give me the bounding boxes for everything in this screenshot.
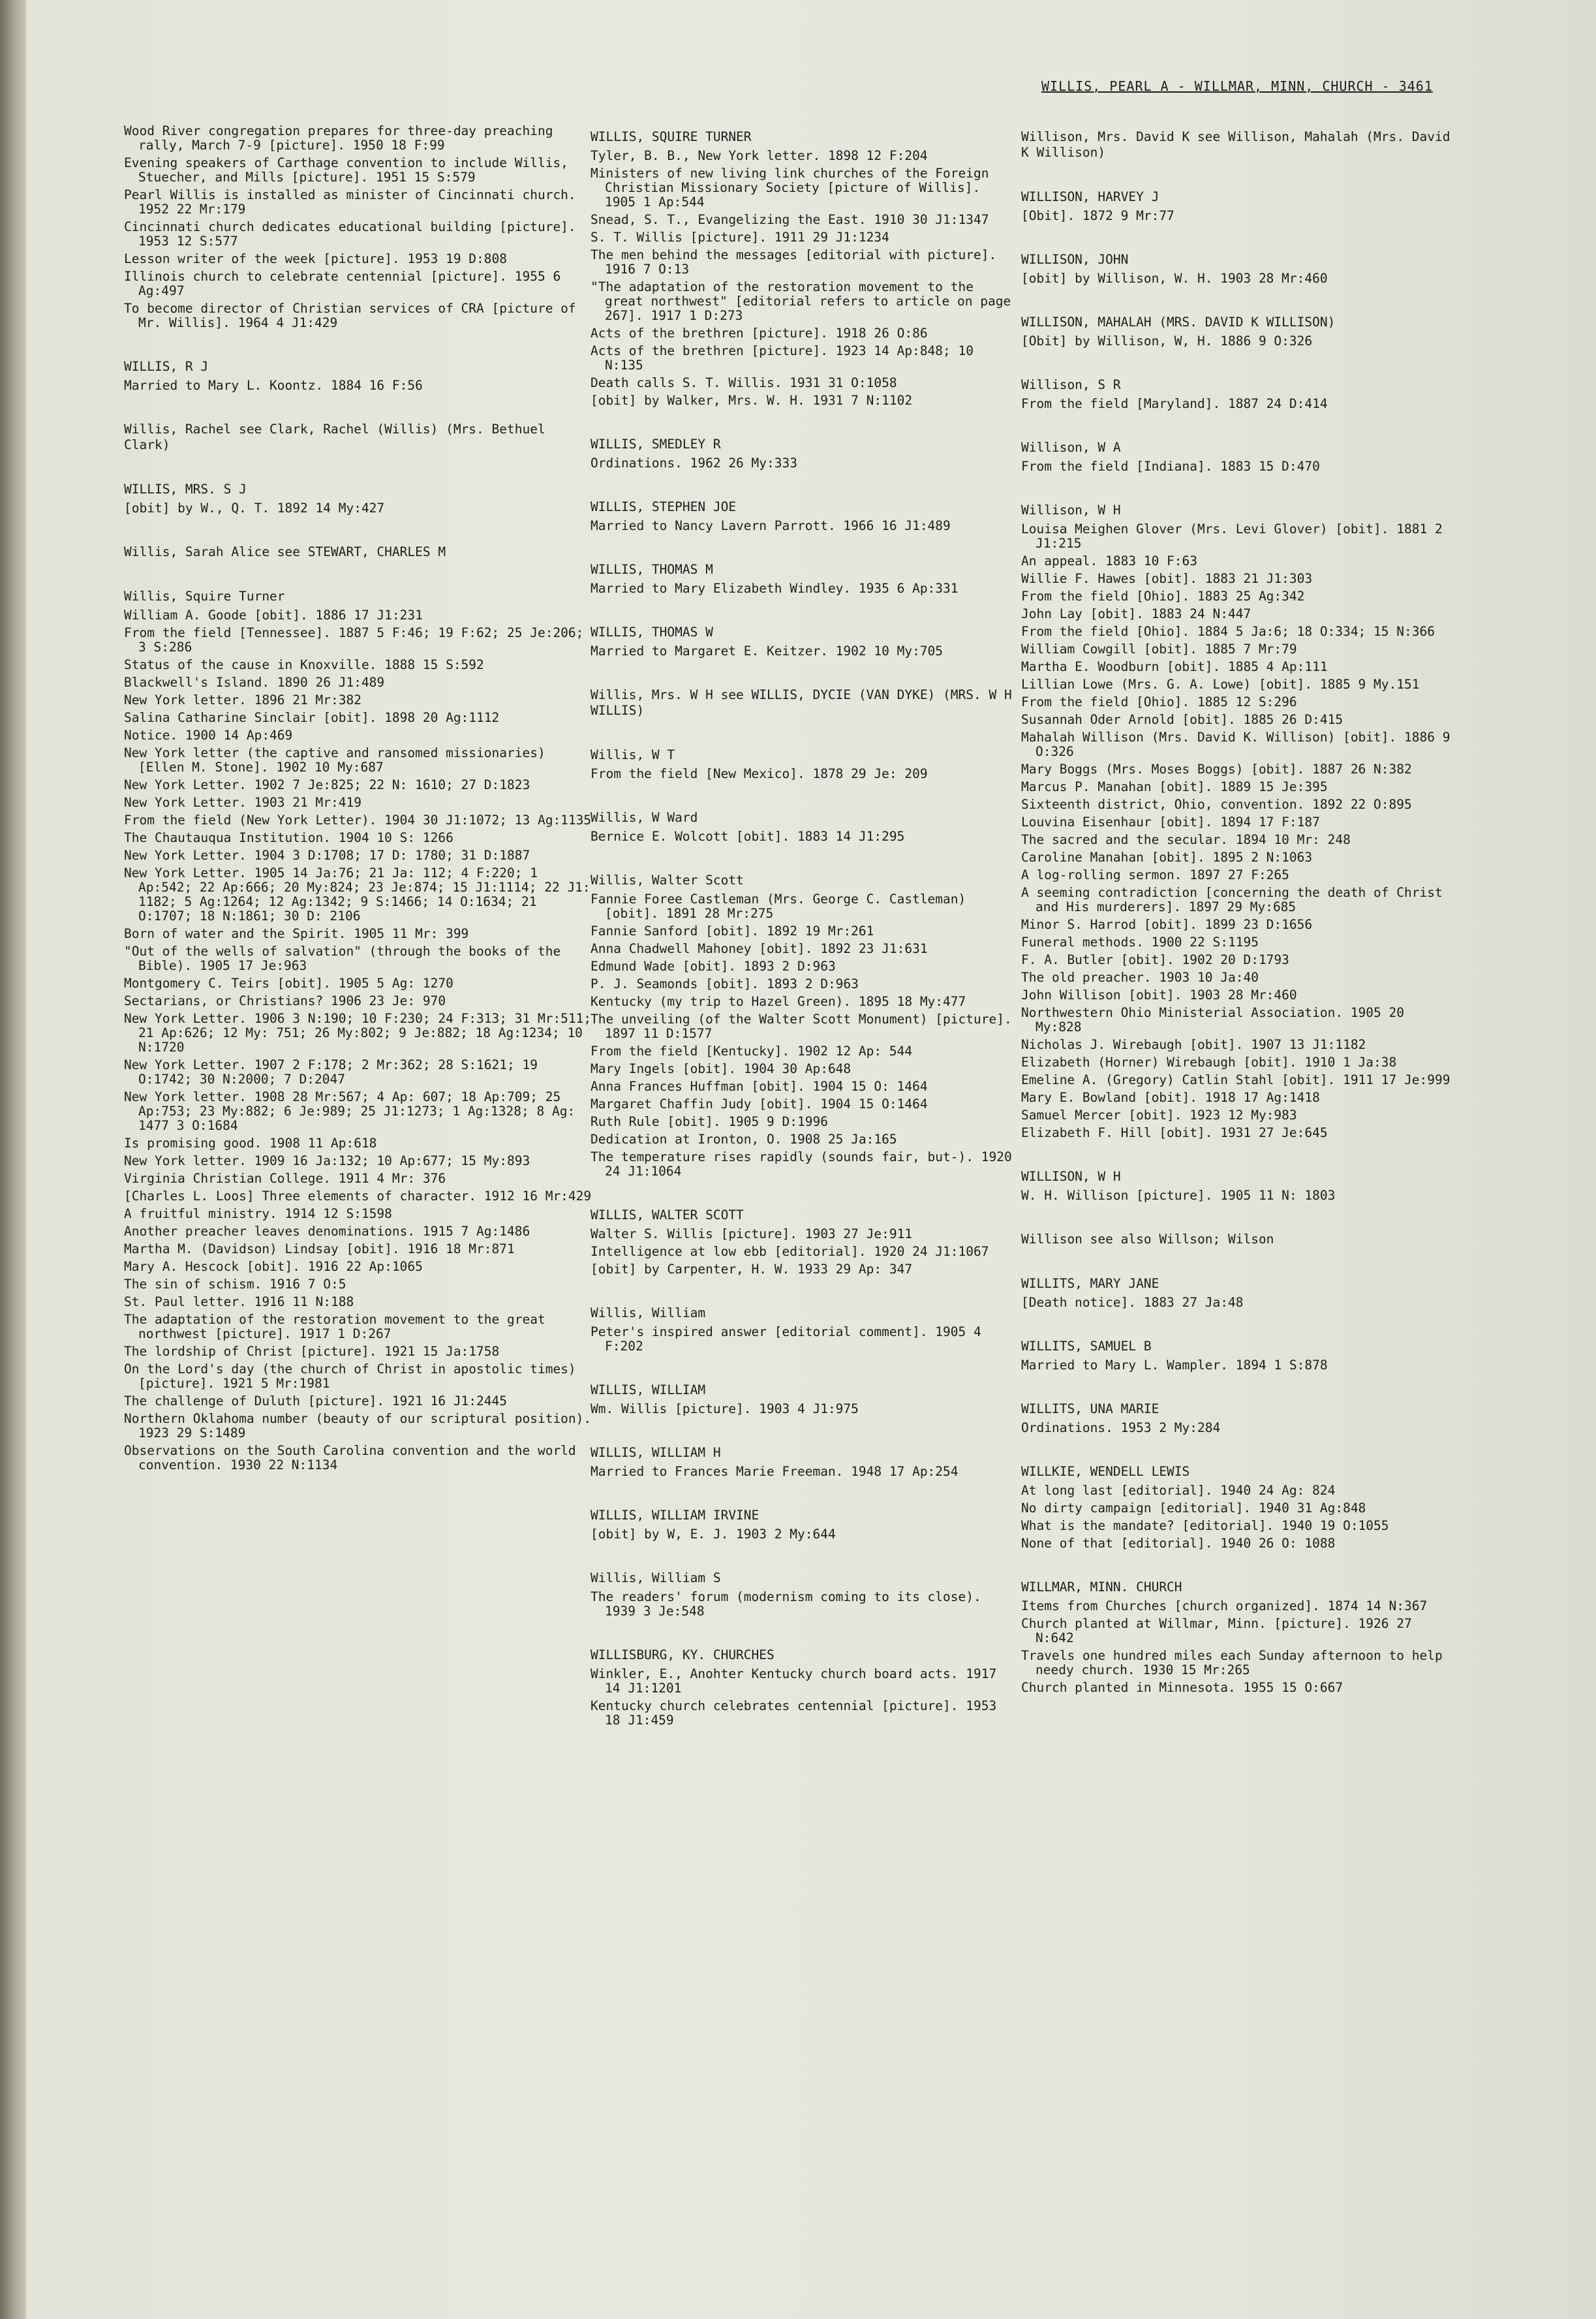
index-entry: Anna Chadwell Mahoney [obit]. 1892 23 J1:631 — [591, 941, 928, 956]
index-entry: What is the mandate? [editorial]. 1940 19 O:1055 — [1021, 1518, 1389, 1533]
index-entry: Martha E. Woodburn [obit]. 1885 4 Ap:111 — [1021, 659, 1328, 674]
index-entry: Edmund Wade [obit]. 1893 2 D:963 — [591, 959, 836, 974]
index-entry: The challenge of Duluth [picture]. 1921 16 J1:2445 — [124, 1393, 507, 1409]
index-entry: Ministers of new living link churches of the Foreign Christian Missionary Society [picture of Willis]. 1905 1 Ap:544 — [591, 166, 989, 210]
index-heading: WILLISON, MAHALAH (MRS. DAVID K WILLISON) — [1021, 315, 1336, 330]
index-entry: On the Lord's day (the church of Christ in apostolic times) [picture]. 1921 5 Mr:1981 — [124, 1362, 576, 1391]
index-entry: Tyler, B. B., New York letter. 1898 12 F:204 — [591, 148, 928, 163]
index-entry: Cincinnati church dedicates educational building [picture]. 1953 12 S:577 — [124, 219, 576, 249]
index-entry: New York Letter. 1907 2 F:178; 2 Mr:362; 28 S:1621; 19 O:1742; 30 N:2000; 7 D:2047 — [124, 1057, 538, 1087]
index-entry: An appeal. 1883 10 F:63 — [1021, 553, 1198, 568]
index-entry: The men behind the messages [editorial with picture]. 1916 7 O:13 — [591, 247, 997, 277]
index-entry: Virginia Christian College. 1911 4 Mr: 376 — [124, 1171, 446, 1186]
index-entry: Acts of the brethren [picture]. 1923 14 Ap:848; 10 N:135 — [591, 343, 974, 373]
index-heading: WILLIS, SQUIRE TURNER — [591, 129, 752, 144]
index-entry: Peter's inspired answer [editorial comment]. 1905 4 F:202 — [591, 1324, 981, 1354]
index-heading: WILLMAR, MINN. CHURCH — [1021, 1580, 1182, 1595]
index-entry: [obit] by W, E. J. 1903 2 My:644 — [591, 1527, 836, 1542]
index-entry: The adaptation of the restoration movement to the great northwest [picture]. 1917 1 D:267 — [124, 1312, 545, 1341]
index-entry: Salina Catharine Sinclair [obit]. 1898 20 Ag:1112 — [124, 710, 500, 725]
index-entry: W. H. Willison [picture]. 1905 11 N: 1803 — [1021, 1188, 1336, 1203]
index-entry: None of that [editorial]. 1940 26 O: 1088 — [1021, 1536, 1336, 1551]
index-entry: Kentucky (my trip to Hazel Green). 1895 18 My:477 — [591, 994, 966, 1009]
index-entry: From the field [Maryland]. 1887 24 D:414 — [1021, 396, 1328, 411]
index-heading: Willis, Squire Turner — [124, 589, 285, 604]
index-heading: Willis, Walter Scott — [591, 873, 744, 888]
index-entry: "The adaptation of the restoration movement to the great northwest" [editorial refers to article on page 267]. 1917 1 D:273 — [591, 279, 1011, 323]
index-entry: Pearl Willis is installed as minister of Cincinnati church. 1952 22 Mr:179 — [124, 187, 576, 217]
index-entry: St. Paul letter. 1916 11 N:188 — [124, 1294, 354, 1309]
index-entry: New York Letter. 1905 14 Ja:76; 21 Ja: 112; 4 F:220; 1 Ap:542; 22 Ap:666; 20 My:824; 23 Je:874; 15 J1:1114; 22 J1: 1182; 5 Ag:1264; 12 Ag:1342; 9 S:1466; 14 O:1634; 21 O:1707; 18 N:1861; 30 D: 2106 — [124, 865, 591, 924]
index-entry: Walter S. Willis [picture]. 1903 27 Je:911 — [591, 1226, 913, 1241]
index-entry: The sacred and the secular. 1894 10 Mr: 248 — [1021, 832, 1351, 847]
index-entry: [obit] by Carpenter, H. W. 1933 29 Ap: 347 — [591, 1262, 913, 1277]
index-heading: WILLIS, THOMAS W — [591, 625, 713, 640]
index-entry: The lordship of Christ [picture]. 1921 15 Ja:1758 — [124, 1344, 500, 1359]
index-entry: William A. Goode [obit]. 1886 17 J1:231 — [124, 608, 423, 623]
index-entry: John Lay [obit]. 1883 24 N:447 — [1021, 606, 1251, 621]
index-entry: Kentucky church celebrates centennial [picture]. 1953 18 J1:459 — [591, 1698, 997, 1728]
index-entry: [obit] by W., Q. T. 1892 14 My:427 — [124, 501, 385, 516]
index-entry: A fruitful ministry. 1914 12 S:1598 — [124, 1206, 392, 1221]
index-entry: Items from Churches [church organized]. 1874 14 N:367 — [1021, 1598, 1428, 1613]
index-entry: Mary E. Bowland [obit]. 1918 17 Ag:1418 — [1021, 1090, 1320, 1105]
index-entry: From the field (New York Letter). 1904 30 J1:1072; 13 Ag:1135 — [124, 813, 592, 828]
index-column-left — [124, 124, 594, 1476]
index-entry: Death calls S. T. Willis. 1931 31 O:1058 — [591, 375, 897, 390]
index-entry: Martha M. (Davidson) Lindsay [obit]. 1916 18 Mr:871 — [124, 1241, 515, 1256]
index-entry: New York Letter. 1903 21 Mr:419 — [124, 795, 361, 810]
index-entry: Nicholas J. Wirebaugh [obit]. 1907 13 J1:1182 — [1021, 1037, 1366, 1052]
index-entry: [obit] by Walker, Mrs. W. H. 1931 7 N:1102 — [591, 393, 913, 408]
index-heading: Willison, S R — [1021, 377, 1121, 392]
index-entry: Illinois church to celebrate centennial [picture]. 1955 6 Ag:497 — [124, 269, 561, 298]
index-entry: Funeral methods. 1900 22 S:1195 — [1021, 935, 1259, 950]
index-heading: WILLITS, SAMUEL B — [1021, 1339, 1152, 1354]
index-entry: Bernice E. Wolcott [obit]. 1883 14 J1:295 — [591, 829, 905, 844]
index-entry: Evening speakers of Carthage convention to include Willis, Stuecher, and Mills [picture]. 1951 15 S:579 — [124, 155, 568, 185]
index-entry: Married to Mary L. Wampler. 1894 1 S:878 — [1021, 1358, 1328, 1373]
index-heading: WILLISON, W H — [1021, 1169, 1121, 1184]
index-heading: WILLITS, MARY JANE — [1021, 1276, 1159, 1291]
index-heading: WILLIS, SMEDLEY R — [591, 437, 721, 452]
index-entry: Lillian Lowe (Mrs. G. A. Lowe) [obit]. 1885 9 My.151 — [1021, 677, 1420, 692]
book-binding-edge — [0, 0, 26, 2319]
index-entry: New York Letter. 1904 3 D:1708; 17 D: 1780; 31 D:1887 — [124, 848, 530, 863]
index-entry: Another preacher leaves denominations. 1915 7 Ag:1486 — [124, 1224, 530, 1239]
index-entry: Snead, S. T., Evangelizing the East. 1910 30 J1:1347 — [591, 212, 989, 227]
index-entry: Elizabeth F. Hill [obit]. 1931 27 Je:645 — [1021, 1125, 1328, 1140]
index-entry: Marcus P. Manahan [obit]. 1889 15 Je:395 — [1021, 779, 1328, 794]
index-entry: [obit] by Willison, W. H. 1903 28 Mr:460 — [1021, 271, 1328, 286]
index-entry: Mary A. Hescock [obit]. 1916 22 Ap:1065 — [124, 1259, 423, 1274]
index-heading: WILLISBURG, KY. CHURCHES — [591, 1647, 775, 1662]
index-entry: John Willison [obit]. 1903 28 Mr:460 — [1021, 988, 1297, 1003]
index-entry: Northwestern Ohio Ministerial Association. 1905 20 My:828 — [1021, 1005, 1404, 1035]
index-entry: Louvina Eisenhaur [obit]. 1894 17 F:187 — [1021, 815, 1320, 830]
index-heading: WILLIS, WALTER SCOTT — [591, 1207, 744, 1222]
index-entry: Is promising good. 1908 11 Ap:618 — [124, 1136, 377, 1151]
index-entry: Married to Nancy Lavern Parrott. 1966 16 J1:489 — [591, 518, 951, 533]
index-entry: S. T. Willis [picture]. 1911 29 J1:1234 — [591, 230, 889, 245]
index-entry: Acts of the brethren [picture]. 1918 26 O:86 — [591, 326, 928, 341]
index-entry: Willie F. Hawes [obit]. 1883 21 J1:303 — [1021, 571, 1313, 586]
index-entry: Fannie Foree Castleman (Mrs. George C. Castleman) [obit]. 1891 28 Mr:275 — [591, 892, 966, 921]
index-heading: Willison see also Willson; Wilson — [1021, 1232, 1274, 1247]
index-heading: Willis, W T — [591, 747, 675, 762]
index-heading: Willis, William — [591, 1305, 706, 1320]
index-entry: Observations on the South Carolina convention and the world convention. 1930 22 N:1134 — [124, 1443, 576, 1472]
index-entry: From the field [Kentucky]. 1902 12 Ap: 544 — [591, 1044, 913, 1059]
index-entry: From the field [New Mexico]. 1878 29 Je: 209 — [591, 766, 928, 781]
index-entry: "Out of the wells of salvation" (through the books of the Bible). 1905 17 Je:963 — [124, 944, 561, 973]
index-entry: Mary Ingels [obit]. 1904 30 Ap:648 — [591, 1061, 852, 1076]
index-entry: [Death notice]. 1883 27 Ja:48 — [1021, 1295, 1244, 1310]
index-entry: Married to Frances Marie Freeman. 1948 17 Ap:254 — [591, 1464, 959, 1479]
index-entry: Louisa Meighen Glover (Mrs. Levi Glover) [obit]. 1881 2 J1:215 — [1021, 521, 1443, 551]
index-entry: From the field [Ohio]. 1884 5 Ja:6; 18 O:334; 15 N:366 — [1021, 624, 1435, 639]
index-entry: Northern Oklahoma number (beauty of our scriptural position). 1923 29 S:1489 — [124, 1411, 592, 1440]
index-entry: Caroline Manahan [obit]. 1895 2 N:1063 — [1021, 850, 1313, 865]
index-entry: Emeline A. (Gregory) Catlin Stahl [obit]. 1911 17 Je:999 — [1021, 1072, 1450, 1087]
index-entry: At long last [editorial]. 1940 24 Ag: 824 — [1021, 1483, 1336, 1498]
index-entry: New York letter. 1908 28 Mr:567; 4 Ap: 607; 18 Ap:709; 25 Ap:753; 23 My:882; 6 Je:989; 25 J1:1273; 1 Ag:1328; 8 Ag: 1477 3 O:1684 — [124, 1089, 575, 1133]
index-entry: [Obit] by Willison, W, H. 1886 9 O:326 — [1021, 334, 1313, 349]
index-entry: Married to Margaret E. Keitzer. 1902 10 My:705 — [591, 644, 944, 659]
index-entry: Fannie Sanford [obit]. 1892 19 Mr:261 — [591, 924, 874, 939]
index-entry: Anna Frances Huffman [obit]. 1904 15 O: 1464 — [591, 1079, 928, 1094]
index-entry: Intelligence at low ebb [editorial]. 1920 24 J1:1067 — [591, 1244, 989, 1259]
index-entry: Status of the cause in Knoxville. 1888 15 S:592 — [124, 657, 484, 672]
index-entry: From the field [Ohio]. 1883 25 Ag:342 — [1021, 589, 1305, 604]
index-entry: Minor S. Harrod [obit]. 1899 23 D:1656 — [1021, 917, 1313, 932]
index-heading: Willis, Mrs. W H see WILLIS, DYCIE (VAN DYKE) (MRS. W H WILLIS) — [591, 687, 1012, 718]
index-heading: Willis, William S — [591, 1570, 721, 1585]
index-heading: Willison, Mrs. David K see Willison, Mahalah (Mrs. David K Willison) — [1021, 129, 1450, 160]
index-entry: Ordinations. 1953 2 My:284 — [1021, 1420, 1221, 1435]
index-entry: New York Letter. 1902 7 Je:825; 22 N: 1610; 27 D:1823 — [124, 777, 530, 792]
index-entry: Church planted at Willmar, Minn. [picture]. 1926 27 N:642 — [1021, 1616, 1412, 1645]
index-heading: WILLIS, STEPHEN JOE — [591, 499, 737, 514]
index-entry: Susannah Oder Arnold [obit]. 1885 26 D:415 — [1021, 712, 1343, 727]
index-entry: P. J. Seamonds [obit]. 1893 2 D:963 — [591, 976, 859, 991]
index-heading: WILLIS, WILLIAM H — [591, 1445, 721, 1460]
index-entry: William Cowgill [obit]. 1885 7 Mr:79 — [1021, 642, 1297, 657]
index-entry: New York letter. 1909 16 Ja:132; 10 Ap:677; 15 My:893 — [124, 1153, 530, 1168]
index-entry: To become director of Christian services of CRA [picture of Mr. Willis]. 1964 4 J1:429 — [124, 301, 576, 330]
index-heading: WILLIS, WILLIAM — [591, 1382, 706, 1397]
index-heading: WILLIS, R J — [124, 359, 209, 374]
index-entry: [Charles L. Loos] Three elements of character. 1912 16 Mr:429 — [124, 1189, 592, 1204]
index-entry: The Chautauqua Institution. 1904 10 S: 1266 — [124, 830, 453, 845]
index-entry: Mahalah Willison (Mrs. David K. Willison) [obit]. 1886 9 O:326 — [1021, 730, 1450, 759]
index-heading: Willis, W Ward — [591, 810, 698, 825]
index-heading: Willison, W H — [1021, 503, 1121, 518]
index-heading: WILLISON, HARVEY J — [1021, 189, 1159, 204]
index-entry: A log-rolling sermon. 1897 27 F:265 — [1021, 867, 1289, 882]
index-entry: Notice. 1900 14 Ap:469 — [124, 728, 293, 743]
index-heading: WILLIS, MRS. S J — [124, 482, 247, 497]
index-entry: [Obit]. 1872 9 Mr:77 — [1021, 208, 1174, 223]
index-heading: Willis, Rachel see Clark, Rachel (Willis) (Mrs. Bethuel Clark) — [124, 422, 545, 452]
index-entry: Samuel Mercer [obit]. 1923 12 My:983 — [1021, 1108, 1297, 1123]
index-entry: Ordinations. 1962 26 My:333 — [591, 456, 797, 471]
index-entry: Dedication at Ironton, O. 1908 25 Ja:165 — [591, 1132, 897, 1147]
index-entry: Sectarians, or Christians? 1906 23 Je: 970 — [124, 993, 446, 1008]
index-entry: The sin of schism. 1916 7 O:5 — [124, 1277, 346, 1292]
index-entry: The unveiling (of the Walter Scott Monument) [picture]. 1897 11 D:1577 — [591, 1012, 1012, 1041]
index-entry: New York letter (the captive and ransomed missionaries) [Ellen M. Stone]. 1902 10 My:687 — [124, 745, 545, 775]
index-column-middle — [591, 124, 1015, 1731]
index-entry: The temperature rises rapidly (sounds fair, but-). 1920 24 J1:1064 — [591, 1149, 1012, 1179]
index-entry: F. A. Butler [obit]. 1902 20 D:1793 — [1021, 952, 1289, 967]
index-heading: Willis, Sarah Alice see STEWART, CHARLES M — [124, 544, 446, 559]
index-entry: New York Letter. 1906 3 N:190; 10 F:230; 24 F:313; 31 Mr:511; 21 Ap:626; 12 My: 751; 26 My:802; 9 Je:882; 18 Ag:1234; 10 N:1720 — [124, 1011, 592, 1055]
index-entry: New York letter. 1896 21 Mr:382 — [124, 693, 361, 708]
index-entry: From the field [Tennessee]. 1887 5 F:46; 19 F:62; 25 Je:206; 3 S:286 — [124, 625, 584, 655]
index-entry: Winkler, E., Anohter Kentucky church board acts. 1917 14 J1:1201 — [591, 1666, 997, 1696]
index-entry: Travels one hundred miles each Sunday afternoon to help needy church. 1930 15 Mr:265 — [1021, 1648, 1443, 1677]
index-entry: From the field [Ohio]. 1885 12 S:296 — [1021, 694, 1297, 709]
index-entry: Married to Mary Elizabeth Windley. 1935 6 Ap:331 — [591, 581, 959, 596]
index-entry: A seeming contradiction [concerning the death of Christ and His murderers]. 1897 29 My:685 — [1021, 885, 1443, 914]
index-heading: WILLITS, UNA MARIE — [1021, 1401, 1159, 1416]
index-entry: Mary Boggs (Mrs. Moses Boggs) [obit]. 1887 26 N:382 — [1021, 762, 1412, 777]
index-heading: Willison, W A — [1021, 440, 1121, 455]
index-entry: Sixteenth district, Ohio, convention. 1892 22 O:895 — [1021, 797, 1412, 812]
page-header: WILLIS, PEARL A - WILLMAR, MINN, CHURCH - 3461 — [1041, 78, 1433, 94]
index-entry: Lesson writer of the week [picture]. 1953 19 D:808 — [124, 251, 507, 266]
index-heading: WILLIS, WILLIAM IRVINE — [591, 1508, 760, 1523]
index-entry: Montgomery C. Teirs [obit]. 1905 5 Ag: 1270 — [124, 976, 453, 991]
index-entry: No dirty campaign [editorial]. 1940 31 Ag:848 — [1021, 1501, 1366, 1516]
index-entry: Born of water and the Spirit. 1905 11 Mr: 399 — [124, 926, 469, 941]
index-entry: Elizabeth (Horner) Wirebaugh [obit]. 1910 1 Ja:38 — [1021, 1055, 1397, 1070]
index-entry: Blackwell's Island. 1890 26 J1:489 — [124, 675, 385, 690]
index-entry: Margaret Chaffin Judy [obit]. 1904 15 O:1464 — [591, 1097, 928, 1112]
index-column-right — [1021, 124, 1452, 1698]
index-entry: Wm. Willis [picture]. 1903 4 J1:975 — [591, 1401, 859, 1416]
index-entry: Married to Mary L. Koontz. 1884 16 F:56 — [124, 378, 423, 393]
index-entry: The readers' forum (modernism coming to its close). 1939 3 Je:548 — [591, 1589, 981, 1619]
index-entry: From the field [Indiana]. 1883 15 D:470 — [1021, 459, 1320, 474]
index-heading: WILLIS, THOMAS M — [591, 562, 713, 577]
index-heading: WILLISON, JOHN — [1021, 252, 1129, 267]
index-heading: WILLKIE, WENDELL LEWIS — [1021, 1464, 1190, 1479]
index-entry: The old preacher. 1903 10 Ja:40 — [1021, 970, 1259, 985]
index-entry: Wood River congregation prepares for three-day preaching rally, March 7-9 [picture]. 1950 18 F:99 — [124, 123, 553, 153]
index-entry: Church planted in Minnesota. 1955 15 O:667 — [1021, 1680, 1343, 1695]
index-entry: Ruth Rule [obit]. 1905 9 D:1996 — [591, 1114, 828, 1129]
